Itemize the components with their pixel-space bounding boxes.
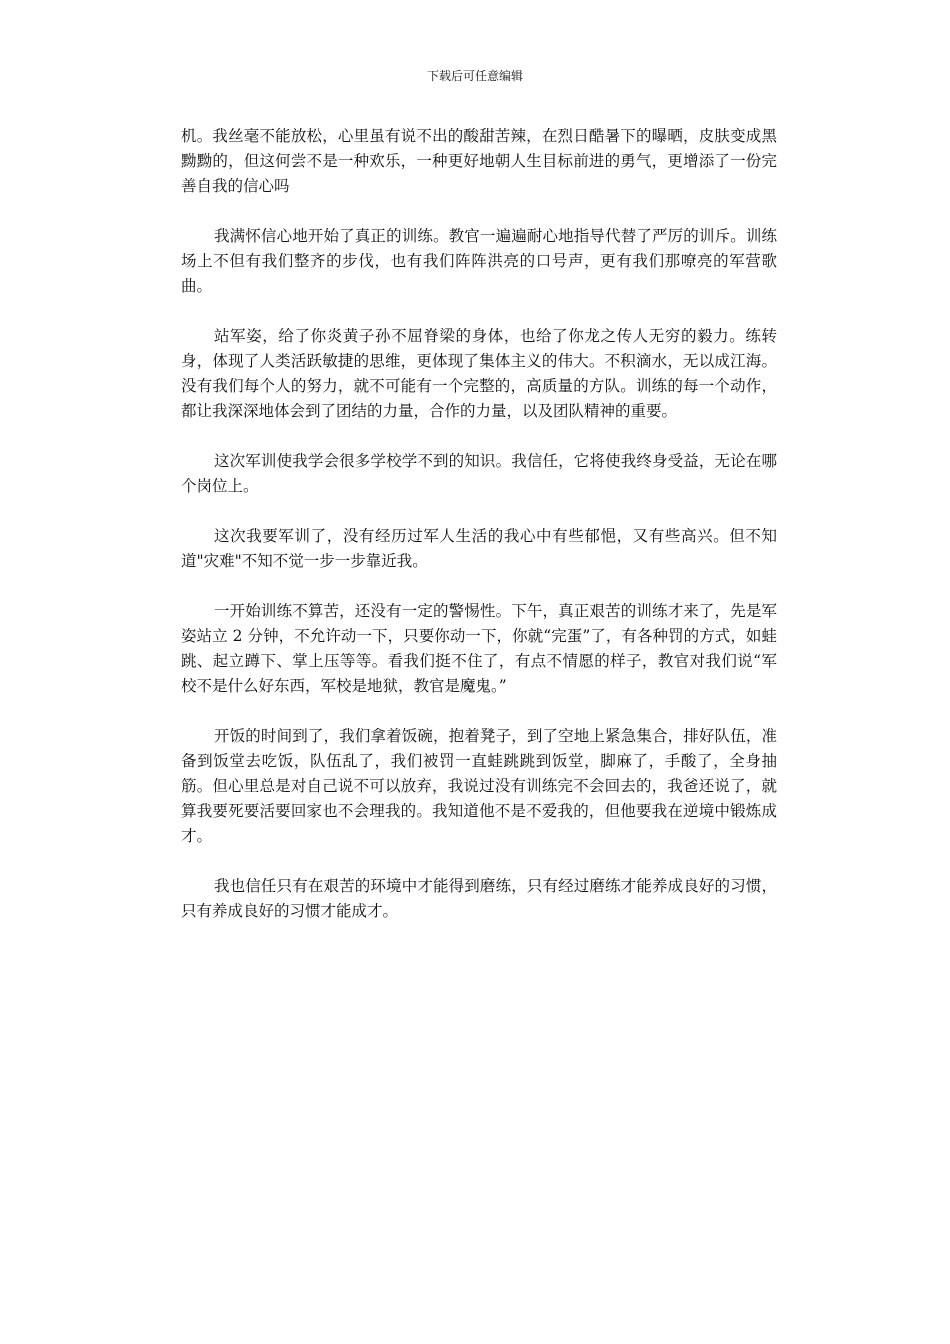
paragraph: 一开始训练不算苦，还没有一定的警惕性。下午，真正艰苦的训练才来了，先是军姿站立 2 分钟，不允许动一下，只要你动一下，你就“完蛋”了，有各种罚的方式，如蛙跳、起立蹲下、掌上压等等。看我们挺不住了，有点不情愿的样子，教官对我们说“军校不是什么好东西，军校是地狱，教官是魔鬼。” — [181, 602, 777, 695]
page-header-note: 下载后可任意编辑 — [426, 69, 523, 83]
paragraph: 开饭的时间到了，我们拿着饭碗，抱着凳子，到了空地上紧急集合，排好队伍，准备到饭堂去吃饭，队伍乱了，我们被罚一直蛙跳跳到饭堂，脚麻了，手酸了，全身抽筋。但心里总是对自己说不可以放弃，我说过没有训练完不会回去的，我爸还说了，就算我要死要活要回家也不会理我的。我知道他不是不爱我的，但他要我在逆境中锻炼成才。 — [181, 727, 777, 845]
paragraph: 我也信任只有在艰苦的环境中才能得到磨练，只有经过磨练才能养成良好的习惯，只有养成良好的习惯才能成才。 — [181, 877, 777, 920]
paragraph-continuation: 机。我丝毫不能放松，心里虽有说不出的酸甜苦辣，在烈日酷暑下的曝晒，皮肤变成黑黝黝的，但这何尝不是一种欢乐，一种更好地朝人生目标前进的勇气，更增添了一份完善自我的信心吗 — [181, 127, 777, 195]
paragraph: 这次军训使我学会很多学校学不到的知识。我信任，它将使我终身受益，无论在哪个岗位上。 — [181, 452, 777, 495]
document-body — [181, 124, 777, 949]
paragraph: 我满怀信心地开始了真正的训练。教官一遍遍耐心地指导代替了严厉的训斥。训练场上不但有我们整齐的步伐，也有我们阵阵洪亮的口号声，更有我们那嘹亮的军营歌曲。 — [181, 227, 777, 295]
paragraph: 站军姿，给了你炎黄子孙不屈脊梁的身体，也给了你龙之传人无穷的毅力。练转身，体现了人类活跃敏捷的思维，更体现了集体主义的伟大。不积滴水，无以成江海。没有我们每个人的努力，就不可能有一个完整的，高质量的方队。训练的每一个动作，都让我深深地体会到了团结的力量，合作的力量，以及团队精神的重要。 — [181, 327, 777, 420]
paragraph: 这次我要军训了，没有经历过军人生活的我心中有些郁悒，又有些高兴。但不知道"灾难"不知不觉一步一步靠近我。 — [181, 527, 777, 570]
